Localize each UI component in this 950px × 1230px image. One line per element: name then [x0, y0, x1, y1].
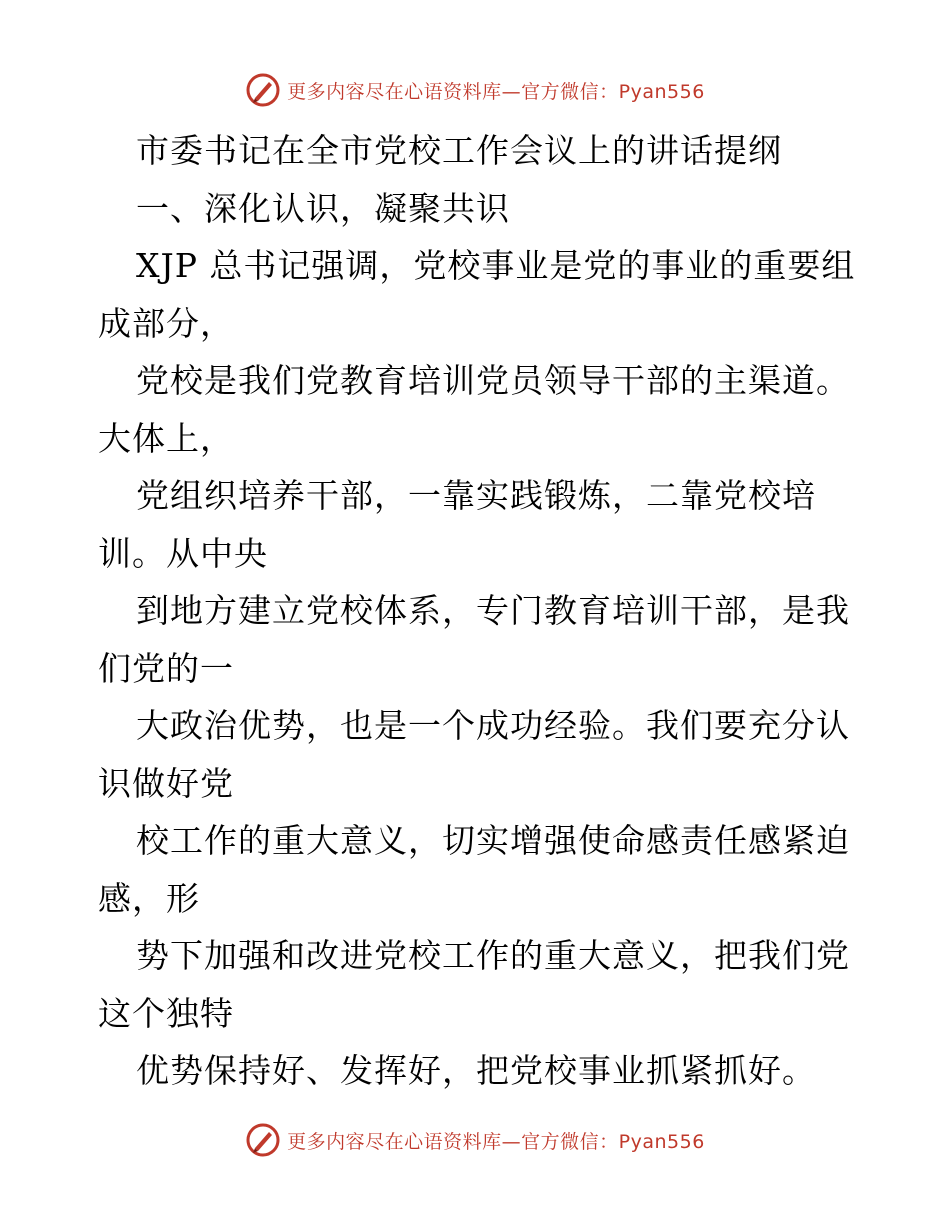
paragraph-line: 成部分， — [98, 303, 234, 343]
paragraph-line: 这个独特 — [98, 993, 234, 1033]
paragraph-line: 大体上， — [98, 418, 234, 458]
paragraph-line: 识做好党 — [98, 763, 234, 803]
paragraph-line: 大政治优势，也是一个成功经验。我们要充分认 — [136, 706, 850, 745]
paragraph-line: 党组织培养干部，一靠实践锻炼，二靠党校培 — [136, 476, 816, 515]
document-title: 市委书记在全市党校工作会议上的讲话提纲 — [136, 131, 782, 170]
watermark-text: 更多内容尽在心语资料库—官方微信：Pyan556 — [287, 1130, 705, 1153]
paragraph-line: 势下加强和改进党校工作的重大意义，把我们党 — [136, 936, 850, 975]
paragraph-line: 训。从中央 — [98, 533, 268, 573]
paragraph-line: XJP 总书记强调，党校事业是党的事业的重要组 — [136, 246, 856, 285]
paragraph-line: 党校是我们党教育培训党员领导干部的主渠道。 — [136, 361, 850, 400]
header-watermark — [0, 70, 950, 110]
paragraph-line: 优势保持好、发挥好，把党校事业抓紧抓好。 — [136, 1051, 816, 1090]
document-body — [98, 122, 858, 1100]
footer-watermark — [0, 1120, 950, 1160]
paragraph-line: 到地方建立党校体系，专门教育培训干部，是我 — [136, 591, 850, 630]
section-heading: 一、深化认识，凝聚共识 — [136, 188, 510, 228]
paragraph-line: 们党的一 — [98, 648, 234, 688]
pen-logo-icon — [245, 1122, 281, 1158]
watermark-text: 更多内容尽在心语资料库—官方微信：Pyan556 — [287, 80, 705, 103]
paragraph-line: 校工作的重大意义，切实增强使命感责任感紧迫 — [136, 821, 850, 860]
paragraph-line: 感，形 — [98, 878, 200, 918]
pen-logo-icon — [245, 72, 281, 108]
